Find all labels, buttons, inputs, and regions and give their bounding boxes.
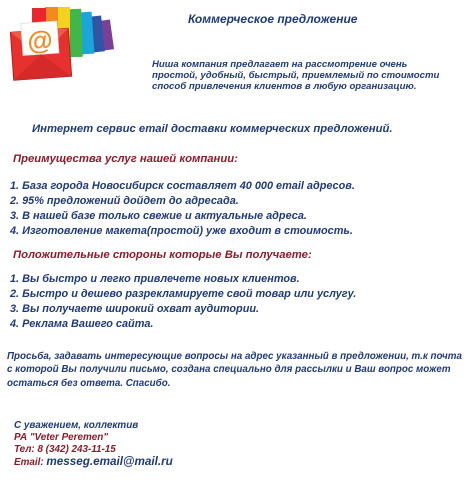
signature-regards: С уважением, коллектив [14, 420, 139, 431]
service-line: Интернет сервис email доставки коммерческих предложений. [32, 123, 393, 135]
email-link[interactable]: messeg.email@mail.ru [46, 455, 173, 468]
benefits-list [10, 272, 356, 332]
email-label: Email: [14, 457, 44, 468]
list-item: 1. Вы быстро и легко привлечете новых клиентов. [10, 273, 300, 285]
list-item: 2. Быстро и дешево разрекламируете свой товар или услугу. [10, 288, 357, 300]
page-title: Коммерческое предложение [188, 12, 358, 26]
benefits-heading: Положительные стороны которые Вы получаете: [13, 249, 312, 261]
signature-phone: Тел: 8 (342) 243-11-15 [14, 444, 116, 455]
list-item: 3. В нашей базе только свежие и актуальные адреса. [10, 210, 307, 222]
at-symbol: @ [26, 24, 54, 57]
advantages-heading: Преимущества услуг нашей компании: [13, 153, 238, 165]
signature-block [14, 420, 173, 469]
list-item: 4. Реклама Вашего сайта. [10, 318, 154, 330]
email-envelopes-icon [4, 6, 124, 88]
request-paragraph: Просьба, задавать интересующие вопросы на адрес указанный в предложении, т.к почта с которой Вы получили письмо, создана специально для рассылки и Ваш вопрос может остаться без ответа. Спасибо. [7, 351, 462, 389]
list-item: 2. 95% предложений дойдет до адресада. [10, 195, 239, 207]
list-item: 3. Вы получаете широкий охват аудитории. [10, 303, 260, 315]
intro-paragraph: Ниша компания предлагает на рассмотрение очень простой, удобный, быстрый, приемлемый по стоимости способ привлечения клиентов в любую организацию. [152, 59, 440, 92]
list-item: 1. База города Новосибирск составляет 40 000 email адресов. [10, 180, 355, 192]
signature-company: РА "Veter Peremen" [14, 432, 108, 443]
advantages-list [10, 179, 355, 239]
list-item: 4. Изготовление макета(простой) уже входит в стоимость. [10, 225, 353, 237]
